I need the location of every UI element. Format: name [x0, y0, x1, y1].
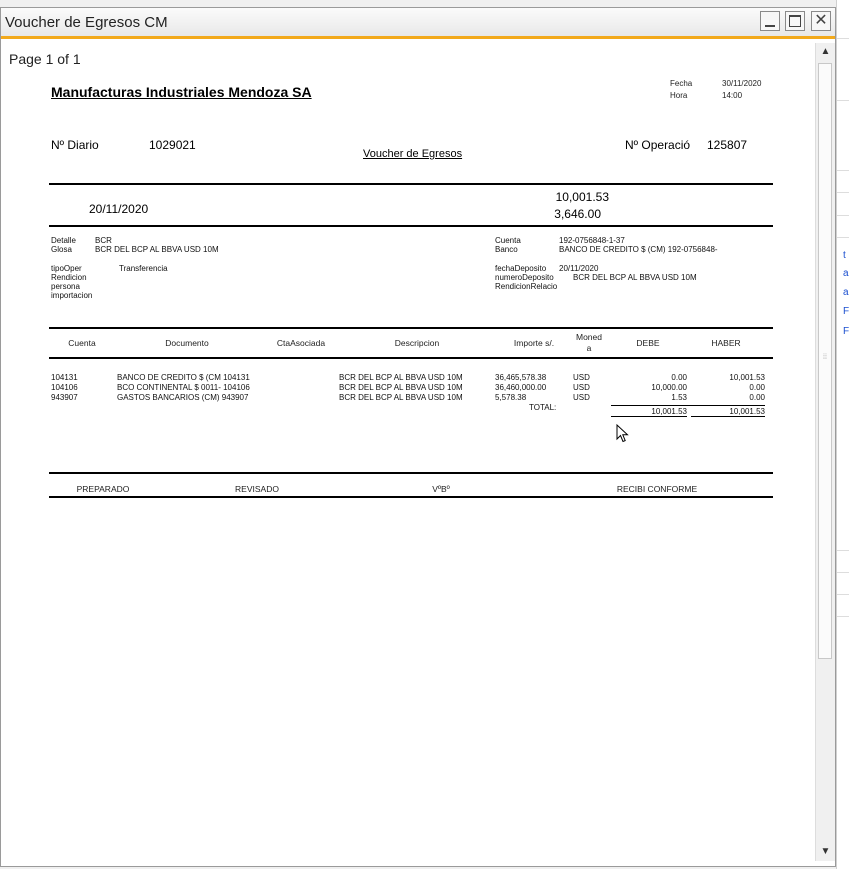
company-name: Manufacturas Industriales Mendoza SA: [51, 84, 312, 100]
detalle-label: Detalle: [51, 236, 76, 245]
detalle-value: BCR: [95, 236, 112, 245]
bg-divider: [837, 594, 849, 595]
row-documento: BANCO DE CREDITO $ (CM 104131: [117, 373, 250, 382]
banco-label: Banco: [495, 245, 518, 254]
close-icon: ✕: [814, 12, 828, 29]
row-importe: 36,465,578.38: [495, 373, 547, 382]
row-moneda: USD: [573, 383, 590, 392]
row-moneda: USD: [573, 393, 590, 402]
total-debe-underline: [611, 416, 687, 417]
row-cuenta: 104106: [51, 383, 78, 392]
rule-table-header: [49, 357, 773, 359]
row-haber: 0.00: [749, 383, 765, 392]
persona-label: persona: [51, 282, 80, 291]
row-descripcion: BCR DEL BCP AL BBVA USD 10M: [339, 383, 463, 392]
col-haber: HABER: [711, 338, 741, 348]
row-descripcion: BCR DEL BCP AL BBVA USD 10M: [339, 373, 463, 382]
total-debe: 10,001.53: [651, 407, 687, 416]
col-debe: DEBE: [636, 338, 660, 348]
row-importe: 5,578.38: [495, 393, 527, 402]
row-haber: 0.00: [749, 393, 765, 402]
operacion-label: Nº Operació: [625, 138, 691, 152]
background-panel: [836, 0, 849, 869]
bg-divider: [837, 170, 849, 171]
diario-value: 1029021: [149, 138, 196, 152]
row-cuenta: 943907: [51, 393, 78, 402]
row-cuenta: 104131: [51, 373, 78, 382]
bg-divider: [837, 572, 849, 573]
bg-divider: [837, 38, 849, 39]
cuenta-value: 192-0756848-1-37: [559, 236, 625, 245]
close-button[interactable]: [811, 11, 831, 31]
bg-side-letter: F: [843, 306, 849, 317]
banco-value: BANCO DE CREDITO $ (CM) 192-0756848-: [559, 245, 718, 254]
mouse-pointer-icon: [616, 424, 630, 444]
total-haber-underline: [691, 416, 765, 417]
row-debe: 0.00: [671, 373, 687, 382]
document-title: Voucher de Egresos: [363, 148, 463, 160]
numerodeposito-value: BCR DEL BCP AL BBVA USD 10M: [573, 273, 697, 282]
operacion-value: 125807: [707, 138, 748, 152]
rule-signatures-top: [49, 472, 773, 474]
report-page: [1, 8, 813, 868]
cuenta-label: Cuenta: [495, 236, 521, 245]
tipooper-value: Transferencia: [119, 264, 168, 273]
col-documento: Documento: [165, 338, 209, 348]
bg-side-letter: F: [843, 326, 849, 337]
hora-value: 14:00: [722, 91, 743, 100]
col-cuenta: Cuenta: [68, 338, 96, 348]
bg-side-letter: a: [843, 268, 849, 279]
col-importe: Importe s/.: [513, 338, 555, 348]
importacion-label: importacion: [51, 291, 93, 300]
signature-vobo: VºBº: [432, 484, 450, 494]
col-ctaasociada: CtaAsociada: [276, 338, 326, 348]
bg-divider: [837, 550, 849, 551]
amount-primary: 10,001.53: [555, 190, 609, 204]
glosa-label: Glosa: [51, 245, 72, 254]
row-descripcion: BCR DEL BCP AL BBVA USD 10M: [339, 393, 463, 402]
scroll-down-icon[interactable]: ▼: [820, 846, 831, 857]
scrollbar-thumb[interactable]: [818, 63, 832, 659]
bg-side-letter: a: [843, 287, 849, 298]
fecha-value: 30/11/2020: [722, 79, 762, 88]
row-documento: GASTOS BANCARIOS (CM) 943907: [117, 393, 249, 402]
bg-side-letter: t: [843, 250, 846, 261]
scroll-up-icon[interactable]: ▲: [820, 46, 831, 57]
vertical-scrollbar[interactable]: [815, 43, 835, 861]
bg-divider: [837, 616, 849, 617]
page-indicator: Page 1 of 1: [9, 51, 81, 67]
signature-recibi: RECIBI CONFORME: [616, 484, 698, 494]
bg-divider: [837, 237, 849, 238]
rule-signatures-bottom: [49, 496, 773, 498]
row-debe: 10,000.00: [651, 383, 687, 392]
rendicion-label: Rendicion: [51, 273, 87, 282]
row-debe: 1.53: [671, 393, 687, 402]
hora-label: Hora: [670, 91, 688, 100]
row-importe: 36,460,000.00: [495, 383, 547, 392]
voucher-date: 20/11/2020: [89, 202, 149, 216]
amount-secondary: 3,646.00: [554, 207, 601, 221]
fechadeposito-value: 20/11/2020: [559, 264, 599, 273]
signature-revisado: REVISADO: [235, 484, 279, 494]
fechadeposito-label: fechaDeposito: [495, 264, 547, 273]
grip-icon: ⁞⁞: [823, 354, 827, 361]
rule-table-top: [49, 327, 773, 329]
glosa-value: BCR DEL BCP AL BBVA USD 10M: [95, 245, 219, 254]
rule-mid: [49, 225, 773, 227]
row-documento: BCO CONTINENTAL $ 0011- 104106: [117, 383, 250, 392]
total-haber: 10,001.53: [729, 407, 765, 416]
rule-top: [49, 183, 773, 185]
bg-divider: [837, 215, 849, 216]
voucher-window: [0, 7, 836, 867]
diario-label: Nº Diario: [51, 138, 99, 152]
window-title: Voucher de Egresos CM: [5, 14, 168, 31]
rendicionrelacio-label: RendicionRelacio: [495, 282, 558, 291]
row-haber: 10,001.53: [729, 373, 765, 382]
total-label: TOTAL:: [529, 403, 557, 412]
bg-divider: [837, 100, 849, 101]
col-moneda-wrap: a: [586, 343, 592, 353]
total-rule: [611, 405, 765, 406]
signature-preparado: PREPARADO: [76, 484, 130, 494]
fecha-label: Fecha: [670, 79, 693, 88]
numerodeposito-label: numeroDeposito: [495, 273, 554, 282]
col-moneda: Moned: [576, 332, 602, 342]
col-descripcion: Descripcion: [394, 338, 440, 348]
bg-divider: [837, 192, 849, 193]
tipooper-label: tipoOper: [51, 264, 82, 273]
row-moneda: USD: [573, 373, 590, 382]
